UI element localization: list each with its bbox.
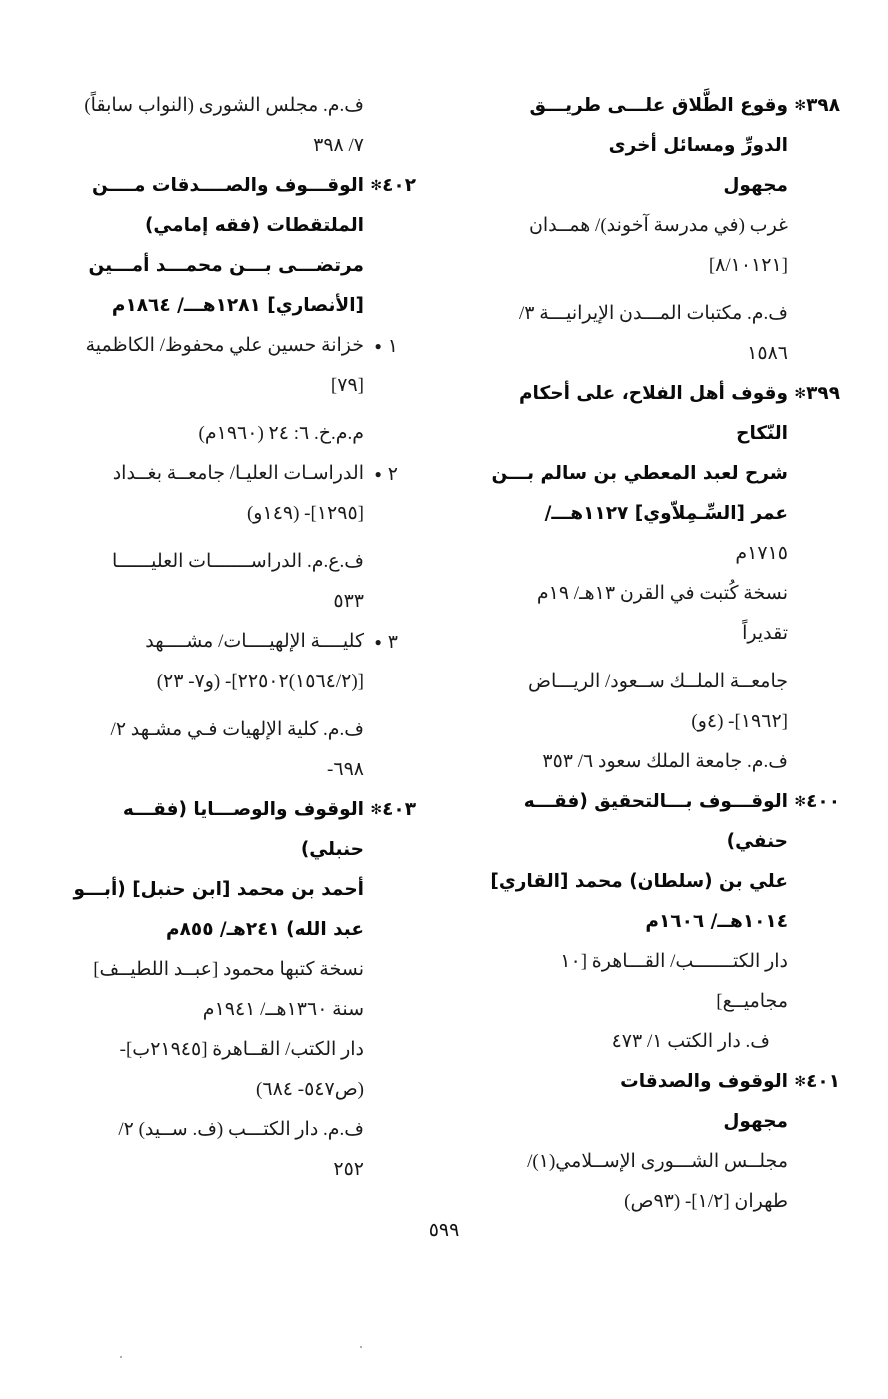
scan-speck (360, 1346, 362, 1348)
entry-author: مجهول (723, 175, 788, 196)
bullet-icon: ● (374, 635, 382, 649)
entry-author: شرح لعبد المعطي بن سالم بـــن (491, 463, 788, 484)
entry-reference: ٢٥٢ (333, 1159, 364, 1180)
entry-shelfmark: [٨/١٠١٢١] (708, 255, 788, 276)
entry-399 (443, 374, 840, 782)
entry-reference: ١٥٨٦ (747, 343, 788, 364)
entry-title-line: النّكاح (736, 423, 788, 444)
asterism-icon: ✻ (794, 794, 807, 810)
entry-author: مجهول (723, 1111, 788, 1132)
entry-shelfmark: (ص٥٤٧- ٦٨٤) (256, 1079, 364, 1100)
entry-reference: ف.م. دار الكتـــب (ف. ســيد) ٢/ (118, 1119, 364, 1140)
entry-title-line: حنفي) (726, 831, 788, 852)
entry-title-line: ٣٩٨✻ وقوع الطَّلاق علـــى طريـــق (443, 86, 788, 126)
copy-reference: ف.ع.م. الدراســـــــات العليــــــا (111, 551, 364, 572)
entry-author: [الأنصاري] ١٢٨١هـــ/ ١٨٦٤م (111, 295, 364, 316)
entry-author: علي بن (سلطان) محمد [القاري] (490, 871, 788, 892)
copy-reference: ف.م. كلية الإلهيات فـي مشـهد ٢/ (110, 719, 364, 740)
entry-reference: ٧/ ٣٩٨ (313, 135, 364, 156)
entry-location: غرب (في مدرسة آخوند)/ همــدان (528, 215, 788, 236)
entry-author: مرتضـــى بـــن محمـــد أمـــين (88, 255, 364, 276)
copy-2 (62, 454, 398, 622)
entry-401 (443, 1062, 840, 1222)
copy-1 (62, 326, 398, 454)
entry-title-line: ٤٠٢✻ الوقـــوف والصــــدقات مــــن (62, 166, 364, 206)
entry-title-line: ٣٩٩✻ وقوف أهل الفلاح، على أحكام (443, 374, 788, 414)
entry-author: ١٠١٤هــ/ ١٦٠٦م (645, 911, 788, 932)
entry-number: ٣٩٨✻ (792, 86, 840, 126)
copy-shelfmark: [١٢٩٥]- (١٤٩و) (246, 503, 364, 524)
entry-403 (62, 790, 416, 1190)
entry-number: ٣٩٩✻ (792, 374, 840, 414)
asterism-icon: ✻ (794, 386, 807, 402)
entry-author: أحمد بن محمد [ابن حنبل] (أبـــو (73, 879, 364, 900)
entry-reference: ف.م. مجلس الشورى (النواب سابقاً) (84, 95, 364, 116)
copy-reference: م.م.خ. ٦: ٢٤ (١٩٦٠م) (198, 423, 364, 444)
copy-3 (62, 622, 398, 790)
left-column (62, 86, 416, 1190)
entry-402 (62, 166, 416, 326)
entry-number: ٤٠٢✻ (368, 166, 416, 206)
entry-title-line: ٤٠٠✻ الوقـــوف بـــالتحقيق (فقـــه (443, 782, 788, 822)
entry-location: دار الكتب/ القــاهرة [٢١٩٤٥ب]- (119, 1039, 364, 1060)
copy-location: ٢● الدراسـات العليـا/ جامعــة بغــداد (62, 454, 364, 494)
page-number: ٥٩٩ (428, 1220, 460, 1241)
entry-title-line: ٤٠٣✻ الوقوف والوصـــايا (فقـــه (62, 790, 364, 830)
entry-398 (443, 86, 840, 374)
copy-reference: ٥٣٣ (333, 591, 364, 612)
entry-shelfmark: طهران [١/٢]- (٩٣ص) (624, 1191, 788, 1212)
entry-number: ٤٠٠✻ (792, 782, 840, 822)
asterism-icon: ✻ (370, 802, 383, 818)
entry-shelfmark: مجاميــع] (716, 991, 788, 1012)
entry-number: ٤٠١✻ (792, 1062, 840, 1102)
entry-author: عمر [السِّـمِلاّوي] ١١٢٧هـــ/ (544, 503, 788, 524)
copy-number: ١● (375, 326, 398, 367)
copy-number: ٣● (375, 622, 398, 663)
entry-title-line: حنبلي) (300, 839, 364, 860)
entry-author: عبد الله) ٢٤١هـ/ ٨٥٥م (166, 919, 364, 940)
entry-reference: ف. دار الكتب ١/ ٤٧٣ (611, 1031, 770, 1052)
entry-date: ١٧١٥م (735, 543, 788, 564)
entry-location: جامعــة الملــك ســعود/ الريـــاض (527, 671, 788, 692)
entry-reference: ف.م. جامعة الملك سعود ٦/ ٣٥٣ (542, 751, 788, 772)
copy-location: ٣● كليــــة الإلهيــــات/ مشــــهد (62, 622, 364, 662)
asterism-icon: ✻ (794, 98, 807, 114)
entry-title-line: ٤٠١✻ الوقوف والصدقات (443, 1062, 788, 1102)
entry-400 (443, 782, 840, 1062)
entry-reference: ف.م. مكتبات المـــدن الإيرانيـــة ٣/ (518, 303, 788, 324)
copy-location: ١● خزانة حسين علي محفوظ/ الكاظمية (62, 326, 364, 366)
entry-copy-note: سنة ١٣٦٠هــ/ ١٩٤١م (202, 999, 364, 1020)
copy-reference: ٦٩٨- (327, 759, 364, 780)
bullet-icon: ● (374, 467, 382, 481)
entry-title-line: الملتقطات (فقه إمامي) (144, 215, 364, 236)
copy-number: ٢● (375, 454, 398, 495)
asterism-icon: ✻ (794, 1074, 807, 1090)
entry-copy-note: نسخة كُتبت في القرن ١٣هـ/ ١٩م (536, 583, 788, 604)
entry-401-continued (62, 86, 364, 166)
copy-shelfmark: [٧٩] (330, 375, 364, 396)
entry-location: مجلــس الشـــورى الإســلامي(١)/ (527, 1151, 788, 1172)
entry-copy-note: نسخة كتبها محمود [عبــد اللطيــف] (93, 959, 364, 980)
asterism-icon: ✻ (370, 178, 383, 194)
entry-location: دار الكتـــــــب/ القـــاهرة [١٠ (560, 951, 788, 972)
entry-copy-note: تقديراً (742, 623, 788, 644)
entry-title-line: الدورِّ ومسائل أخرى (608, 135, 788, 156)
copy-shelfmark: [(١٥٦٤/٢)٢٢٥٠٢]- (و٧- ٢٣) (156, 671, 364, 692)
scan-speck (120, 1356, 122, 1358)
entry-shelfmark: [١٩٦٢]- (٤و) (691, 711, 788, 732)
right-column (443, 86, 840, 1222)
entry-number: ٤٠٣✻ (368, 790, 416, 830)
bullet-icon: ● (374, 339, 382, 353)
